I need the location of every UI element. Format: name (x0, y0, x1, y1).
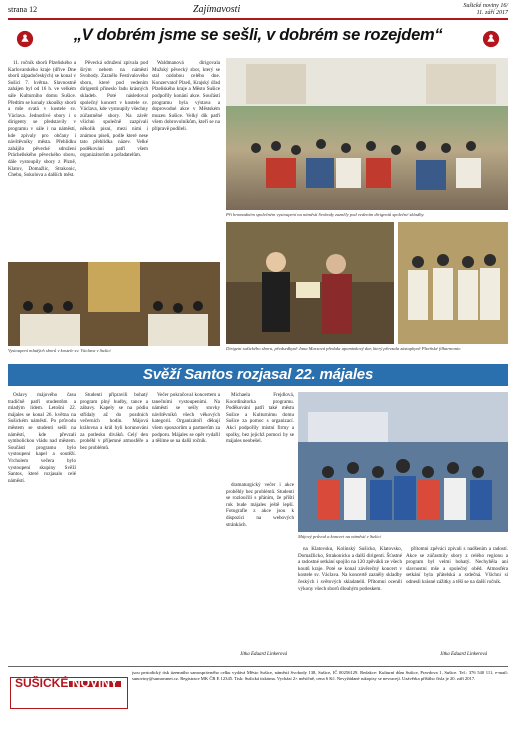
church-photo-icon (8, 262, 220, 346)
paper-info (463, 3, 508, 17)
imprint-text: jsou periodický tisk územního samosprávného celku vydává Město Sušice, náměstí Svobody 138, Sušice, IČ 00256129. Redakce: Kulturní dům Sušice, Pravdova 1, Sušice. Tel.: 376 540 111, e-mail: sunoviny@sumavanet.cz. Registrace MK ČR E 12345. Tisk: Sušická tiskárna. Vychází 2× měsíčně, cena 6 Kč. Nevyžádané rukopisy se nevracejí. Uzávěrka příštího čísla je 20. září 2017. (132, 670, 508, 681)
choir-photo-icon (398, 222, 508, 344)
article2-signature: Jitka Eduard Linkerová (240, 652, 288, 657)
section-name: Zajímavosti (193, 4, 241, 15)
logo-left: SUŠICKÉ (15, 676, 69, 690)
paper-name: Sušické noviny 16/ (463, 3, 508, 9)
photo3-caption: Vystoupení mladých sborů v kostele sv. Václava v Sušici (8, 348, 111, 353)
logo-right: NOVINY (69, 681, 121, 687)
article1-column-1: 11. ročník sborů Plzeňského a Karlovarského kraje (dříve Dne sborů západočeských) se konal v Sušici 7. května. Slavnostně zahájen byl od 16 h. ve velkém sále Kulturního domu Sušice. Předtím se konaly zkoušky sborů a mše svatá v kostele sv. Václava. Jednotlivé sbory i s dirigenty se představily v programu v sále i na náměstí, kde zpívaly pro občany i návštěvníky města. Přehlídku zahájilo pěvecké sdružení Prácheňského pěveckého sboru, dále vystoupily sbory z Plzně, Klatov, Domažlic, Strakonic, Chebu, Sokolova a dalších měst. (8, 60, 76, 179)
photo1-caption: Při hromadném společném vystoupení na náměstí Svobody zazněly pod vedením dirigentů společné skladby. (226, 212, 425, 217)
article2-photo-caption: Májový průvod a koncert na náměstí v Sušici (298, 534, 381, 539)
imprint-footer (8, 666, 508, 725)
crowd-photo-icon (226, 58, 508, 210)
newspaper-logo (10, 677, 128, 709)
article1-column-3: Waldmanová dirigovala Mužský pěvecký sbor, který se stal ozdobou celého dne. Konzervatoř Plzeň, Krajský úřad Plzeňského kraje a Město Sušice podpořily konání akce. Součástí programu byla výstava a doprovodné akce v Městském muzeu Sušice. Velký dík patří všem dobrovolníkům, kteří se na přípravě podíleli. (152, 60, 220, 132)
choir-emblem-icon (16, 30, 34, 48)
article2-column-5: dramaturgický večer i akce proběhly bez problémů. Studenti se rozloučili s přáním, že příští rok bude májales ještě lepší. Fotografie z akce jsou k dispozici na webových stránkách. (226, 482, 294, 528)
photo-church-concert (8, 262, 220, 346)
photo-square-choirs (226, 58, 508, 210)
issue-date: 11. září 2017 (476, 10, 508, 16)
article2-column-1: Oslavy májového času tradičně patří studentům a mladým lidem. Letošní 22. májales se konal 26. května na Sušickém náměstí. Po průvodu městem se studenti sešli na náměstí, kde převzali symbolickou vládu nad městem. Součástí programu bylo vystoupení kapel a soutěží. Vrcholem večera bylo vystoupení skupiny Svěží Santos, které rozjasalo celé náměstí. (8, 392, 76, 484)
photo-dirigent-award (226, 222, 394, 344)
article1-column-2: Pěvecká sdružení zpívala pod širým nebem na náměstí Svobody. Zaznělo Festivalového sboru, které pod vedením dirigentů přineslo řadu krásných skladeb. Poté následoval společný koncert v kostele sv. Václava, kde vystoupily všechny zúčastněné sbory. Na závěr všichni společně zazpívali několik písní, mezi nimi i známou píseň, podle které nese tato přehlídka název. Velké poděkování patří všem organizátorům a pořadatelům. (80, 60, 148, 159)
article2-column-3: Večer pokračoval koncertem a tanečními vystoupeními. Na náměstí se sešly stovky návštěvníků všech věkových kategorií. Organizátoři děkují všem sponzorům a partnerům za podporu. Májales se opět vydařil a těšíme se na další ročník. (152, 392, 220, 445)
article1-headline (8, 26, 508, 54)
article2-headline-band (8, 364, 508, 386)
choir-emblem-icon (482, 30, 500, 48)
page-number: strana 12 (8, 5, 38, 14)
article1-title: „V dobrém jsme se sešli, v dobrém se rozejdem“ (73, 26, 443, 44)
article1-signature: Jitka Eduard Linkerová (440, 652, 488, 657)
article2-column-2: Studenti připravili bohatý program plný hudby, tance a zábavy. Kapely se na pódiu střídaly až do pozdních večerních hodin. Májová královna a král byli korunováni za potlesku diváků. Celý den proběhl v příjemné atmosféře a bez problémů. (80, 392, 148, 451)
page-header (8, 3, 508, 20)
majales-photo-icon (298, 392, 508, 532)
article1-column-4: na Klatovsku, Kolínský Sušicko, Klatovsko, Domažlicko, Strakonicko a další dirigenti. Šťastné a radostné setkání spojilo na 120 zpěváků ze všech koutů kraje. Poté se konal závěrečný koncert v kostele sv. Václava. Na koncertě zazněly skladby českých i světových skladatelů. Přítomní ocenili výkony všech sborů dlouhým potleskem. (298, 546, 402, 592)
photo-majales-concert (298, 392, 508, 532)
article2-column-4: Michaela Frejdlová, Koordinátorka programu. Poděkování patří také městu Sušice a Kulturnímu domu Sušice za pomoc s organizací. Akci podpořily místní firmy a spolky, bez jejichž pomoci by se májales neobešel. (226, 392, 294, 445)
award-photo-icon (226, 222, 394, 344)
photo2-caption: Dirigent sušického sboru, předsedkyně Jana Marsová předala upomínkový dar, který převzala zástupkyně Plzeňské filharmonie. (226, 346, 462, 351)
article2-title: Svěží Santos rozjasal 22. májales (142, 366, 374, 383)
article1-column-5: přítomni zpěváci zpívali s nadšením a radostí. Akce se zúčastnily sbory z celého regionu a program byl velmi bohatý. Nechyběla ani slavnostní mše a společný oběd. Atmosféra setkání byla přátelská a srdečná. Všichni si odnesli krásné zážitky a těší se na další ročník. (406, 546, 508, 585)
photo-choir-detail (398, 222, 508, 344)
